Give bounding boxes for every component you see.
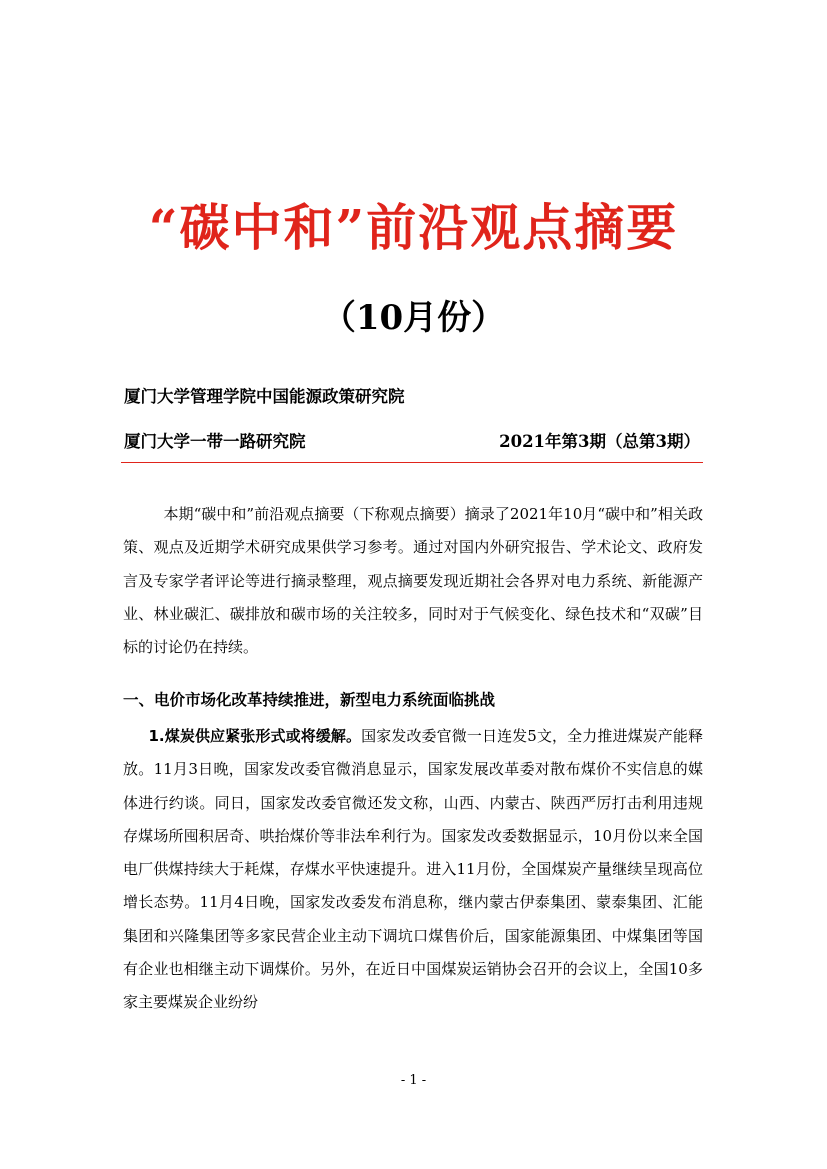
body-paragraph bbox=[123, 720, 703, 1020]
issue-number: 2021年第3期（总第3期） bbox=[499, 432, 700, 451]
institution-line-2: 厦门大学一带一路研究院 bbox=[124, 432, 306, 451]
header-divider bbox=[121, 462, 703, 463]
institution-line-1: 厦门大学管理学院中国能源政策研究院 bbox=[124, 387, 405, 406]
document-title: “碳中和”前沿观点摘要 bbox=[148, 198, 679, 257]
intro-paragraph: 本期“碳中和”前沿观点摘要（下称观点摘要）摘录了2021年10月“碳中和”相关政策、观点及近期学术研究成果供学习参考。通过对国内外研究报告、学术论文、政府发言及专家学者评论等进行摘录整理，观点摘要发现近期社会各界对电力系统、新能源产业、林业碳汇、碳排放和碳市场的关注较多，同时对于气候变化、绿色技术和“双碳”目标的讨论仍在持续。 bbox=[123, 505, 703, 657]
section-heading: 一、电价市场化改革持续推进，新型电力系统面临挑战 bbox=[123, 691, 496, 709]
paragraph-text: 国家发改委官微一日连发5文，全力推进煤炭产能释放。11月3日晚，国家发改委官微消息显示，国家发展改革委对散布煤价不实信息的媒体进行约谈。同日，国家发改委官微还发文称，山西、内蒙古、陕西严厉打击利用违规存煤场所囤积居奇、哄抬煤价等非法牟利行为。国家发改委数据显示，10月份以来全国电厂供煤持续大于耗煤，存煤水平快速提升。进入11月份，全国煤炭产量继续呈现高位增长态势。11月4日晚，国家发改委发布消息称，继内蒙古伊泰集团、蒙泰集团、汇能集团和兴隆集团等多家民营企业主动下调坑口煤售价后，国家能源集团、中煤集团等国有企业也相继主动下调煤价。另外，在近日中国煤炭运销协会召开的会议上，全国10多家主要煤炭企业纷纷 bbox=[123, 727, 704, 1012]
paragraph-lead: 1.煤炭供应紧张形式或将缓解。 bbox=[148, 727, 362, 745]
document-subtitle: （10月份） bbox=[321, 298, 506, 338]
page-number: - 1 - bbox=[400, 1073, 427, 1088]
